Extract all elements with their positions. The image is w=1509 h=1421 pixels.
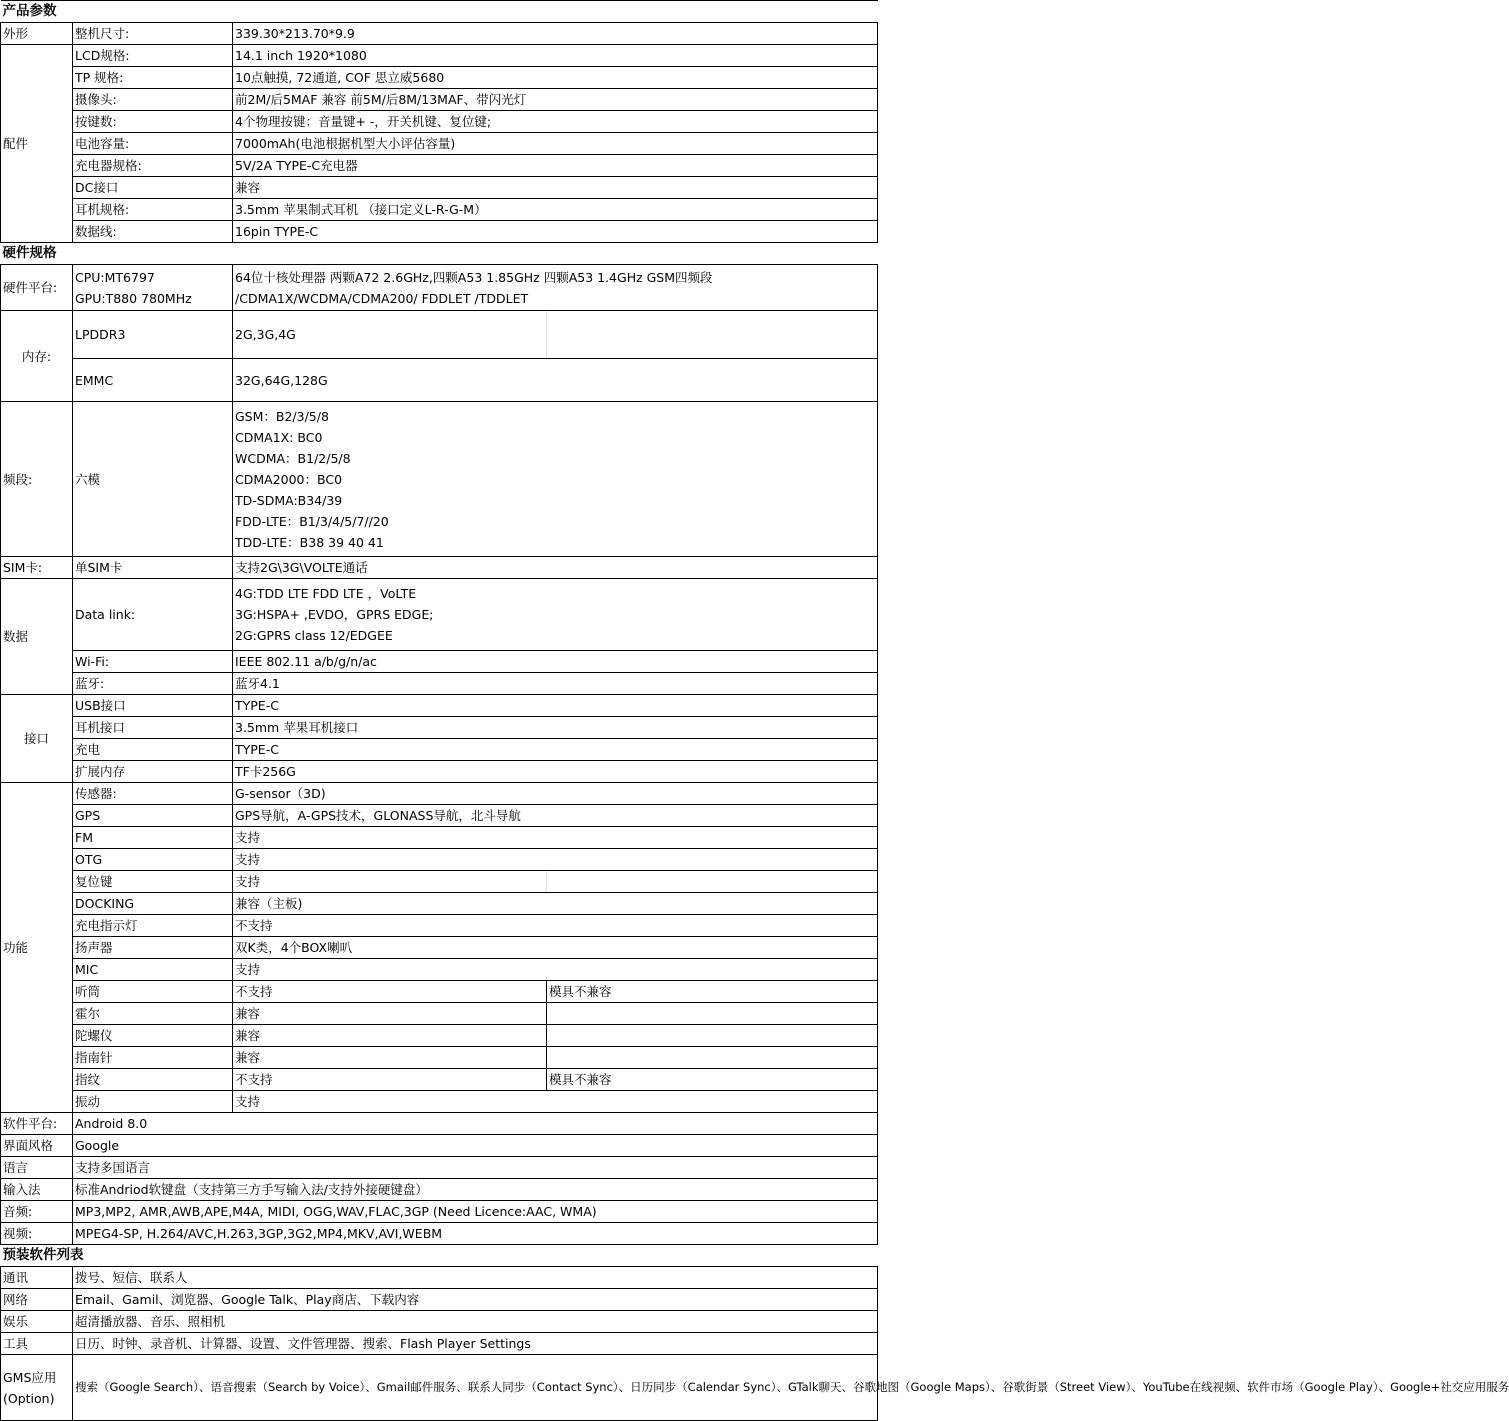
- datalink-line: 4G:TDD LTE FDD LTE ，VoLTE: [235, 586, 417, 601]
- row-label: 按键数:: [73, 111, 233, 133]
- category-tools: 工具: [1, 1333, 73, 1355]
- rom-value: 32G,64G,128G: [233, 359, 878, 402]
- row-label: 电池容量:: [73, 133, 233, 155]
- gms-title: GMS应用: [3, 1369, 57, 1385]
- category-input-method: 输入法: [1, 1179, 73, 1201]
- row-value: Google: [73, 1135, 878, 1157]
- row-label: 充电器规格:: [73, 155, 233, 177]
- row-value: 标准Andriod软键盘（支持第三方手写输入法/支持外接硬键盘）: [73, 1179, 878, 1201]
- row-label: 整机尺寸:: [73, 23, 233, 45]
- category-functions: 功能: [1, 783, 73, 1113]
- row-value: 3.5mm 苹果制式耳机 （接口定义L-R-G-M）: [233, 199, 878, 221]
- row-value: 兼容: [233, 1003, 547, 1025]
- row-note: [547, 1003, 878, 1025]
- bands-label: 六模: [73, 402, 233, 557]
- platform-desc-cell: [233, 265, 878, 311]
- platform-desc-line: 64位十核处理器 两颗A72 2.6GHz,四颗A53 1.85GHz 四颗A53 1.4GHz GSM四频段: [235, 269, 713, 285]
- row-value: 7000mAh(电池根据机型大小评估容量): [233, 133, 878, 155]
- row-label: 振动: [73, 1091, 233, 1113]
- row-label: OTG: [73, 849, 233, 871]
- row-value: 兼容: [233, 1047, 547, 1069]
- row-label: 指南针: [73, 1047, 233, 1069]
- category-communication: 通讯: [1, 1267, 73, 1289]
- row-value: 支持: [233, 871, 547, 893]
- row-label: 数据线:: [73, 221, 233, 243]
- gms-apps: 搜索（Google Search）、语音搜索（Search by Voice）、Gmail邮件服务、联系人同步（Contact Sync）、日历同步（Calendar Sync）、GTalk聊天、谷歌地图（Google Maps）、谷歌街景（Street View）、YouTube在线视频、软件市场（Google Play）、Google+社交应用服务: [73, 1355, 878, 1421]
- row-value: 不支持: [233, 915, 878, 937]
- row-label: 陀螺仪: [73, 1025, 233, 1047]
- band-line: TD-SDMA:B34/39: [235, 492, 343, 508]
- row-value: 不支持: [233, 981, 547, 1003]
- row-label: USB接口: [73, 695, 233, 717]
- wifi-value: IEEE 802.11 a/b/g/n/ac: [233, 651, 878, 673]
- row-label: LCD规格:: [73, 45, 233, 67]
- row-label: MIC: [73, 959, 233, 981]
- row-note: 模具不兼容: [547, 1069, 878, 1091]
- band-line: GSM：B2/3/5/8: [235, 408, 329, 424]
- row-label: GPS: [73, 805, 233, 827]
- bands-list: [233, 402, 878, 557]
- category-data: 数据: [1, 579, 73, 695]
- row-value: TF卡256G: [233, 761, 878, 783]
- category-audio: 音频:: [1, 1201, 73, 1223]
- row-value: 10点触摸, 72通道, COF 思立威5680: [233, 67, 878, 89]
- row-value: 支持多国语言: [73, 1157, 878, 1179]
- ram-label: LPDDR3: [73, 311, 233, 359]
- row-value: 339.30*213.70*9.9: [233, 23, 878, 45]
- bt-label: 蓝牙:: [73, 673, 233, 695]
- ram-value: 2G,3G,4G: [233, 311, 547, 359]
- gms-option: (Option): [3, 1390, 55, 1406]
- row-value: 支持: [233, 849, 878, 871]
- row-value: 兼容: [233, 1025, 547, 1047]
- row-value: 前2M/后5MAF 兼容 前5M/后8M/13MAF、带闪光灯: [233, 89, 878, 111]
- row-label: 摄像头:: [73, 89, 233, 111]
- row-label: DOCKING: [73, 893, 233, 915]
- row-label: 指纹: [73, 1069, 233, 1091]
- row-value: 拨号、短信、联系人: [73, 1267, 878, 1289]
- row-note: [547, 1047, 878, 1069]
- datalink-list: [233, 579, 878, 651]
- category-sim: SIM卡:: [1, 557, 73, 579]
- row-value: Android 8.0: [73, 1113, 878, 1135]
- category-platform: 硬件平台:: [1, 265, 73, 311]
- row-label: 传感器:: [73, 783, 233, 805]
- category-ports: 接口: [1, 695, 73, 783]
- category-bands: 频段:: [1, 402, 73, 557]
- band-line: WCDMA：B1/2/5/8: [235, 450, 351, 466]
- row-value: 16pin TYPE-C: [233, 221, 878, 243]
- band-line: CDMA2000：BC0: [235, 471, 343, 487]
- row-label: 扬声器: [73, 937, 233, 959]
- row-value: 3.5mm 苹果耳机接口: [233, 717, 878, 739]
- sim-label: 单SIM卡: [73, 557, 233, 579]
- category-ui-style: 界面风格: [1, 1135, 73, 1157]
- category-network: 网络: [1, 1289, 73, 1311]
- band-line: TDD-LTE：B38 39 40 41: [235, 534, 384, 550]
- row-note: [547, 871, 878, 893]
- datalink-label: Data link:: [73, 579, 233, 651]
- cpu-label: CPU:MT6797: [75, 269, 155, 285]
- row-value: G-sensor（3D): [233, 783, 878, 805]
- bt-value: 蓝牙4.1: [233, 673, 878, 695]
- row-label: 耳机规格:: [73, 199, 233, 221]
- category-memory: 内存:: [1, 311, 73, 402]
- section-software: 预装软件列表: [1, 1245, 878, 1267]
- platform-chip-cell: [73, 265, 233, 311]
- row-label: 霍尔: [73, 1003, 233, 1025]
- row-value: TYPE-C: [233, 739, 878, 761]
- row-value: Email、Gamil、浏览器、Google Talk、Play商店、下载内容: [73, 1289, 878, 1311]
- row-label: 复位键: [73, 871, 233, 893]
- row-value: MPEG4-SP, H.264/AVC,H.263,3GP,3G2,MP4,MKV,AVI,WEBM: [73, 1223, 878, 1245]
- row-label: FM: [73, 827, 233, 849]
- rom-label: EMMC: [73, 359, 233, 402]
- platform-desc-line: /CDMA1X/WCDMA/CDMA200/ FDDLET /TDDLET: [235, 290, 529, 306]
- row-value: 4个物理按键：音量键+ -，开关机键、复位键;: [233, 111, 878, 133]
- datalink-line: 2G:GPRS class 12/EDGEE: [235, 628, 393, 643]
- band-line: FDD-LTE：B1/3/4/5/7//20: [235, 513, 389, 529]
- wifi-label: Wi-Fi:: [73, 651, 233, 673]
- datalink-line: 3G:HSPA+ ,EVDO，GPRS EDGE;: [235, 607, 434, 622]
- row-label: 扩展内存: [73, 761, 233, 783]
- row-value: MP3,MP2, AMR,AWB,APE,M4A, MIDI, OGG,WAV,FLAC,3GP (Need Licence:AAC, WMA): [73, 1201, 878, 1223]
- category-entertainment: 娱乐: [1, 1311, 73, 1333]
- row-label: TP 规格:: [73, 67, 233, 89]
- row-value: 14.1 inch 1920*1080: [233, 45, 878, 67]
- row-value: 5V/2A TYPE-C充电器: [233, 155, 878, 177]
- category-accessories: 配件: [1, 45, 73, 243]
- category-gms: [1, 1355, 73, 1421]
- row-value: 支持: [233, 1091, 878, 1113]
- row-label: 充电指示灯: [73, 915, 233, 937]
- category-appearance: 外形: [1, 23, 73, 45]
- band-line: CDMA1X: BC0: [235, 429, 323, 445]
- ram-note: [547, 311, 878, 359]
- category-software-platform: 软件平台:: [1, 1113, 73, 1135]
- category-language: 语言: [1, 1157, 73, 1179]
- section-hardware: 硬件规格: [1, 243, 878, 265]
- row-note: [547, 1025, 878, 1047]
- row-note: 模具不兼容: [547, 981, 878, 1003]
- row-label: 充电: [73, 739, 233, 761]
- gpu-label: GPU:T880 780MHz: [75, 290, 192, 306]
- category-video: 视频:: [1, 1223, 73, 1245]
- row-value: 兼容: [233, 177, 878, 199]
- sim-value: 支持2G\3G\VOLTE通话: [233, 557, 878, 579]
- section-product: 产品参数: [1, 1, 878, 23]
- row-label: 耳机接口: [73, 717, 233, 739]
- row-value: 支持: [233, 959, 878, 981]
- row-value: 超清播放器、音乐、照相机: [73, 1311, 878, 1333]
- row-value: 兼容（主板): [233, 893, 878, 915]
- row-label: DC接口: [73, 177, 233, 199]
- row-value: 不支持: [233, 1069, 547, 1091]
- row-label: 听筒: [73, 981, 233, 1003]
- row-value: 双K类，4个BOX喇叭: [233, 937, 878, 959]
- row-value: GPS导航，A-GPS技术，GLONASS导航，北斗导航: [233, 805, 878, 827]
- row-value: 支持: [233, 827, 878, 849]
- row-value: TYPE-C: [233, 695, 878, 717]
- row-value: 日历、时钟、录音机、计算器、设置、文件管理器、搜索、Flash Player Settings: [73, 1333, 878, 1355]
